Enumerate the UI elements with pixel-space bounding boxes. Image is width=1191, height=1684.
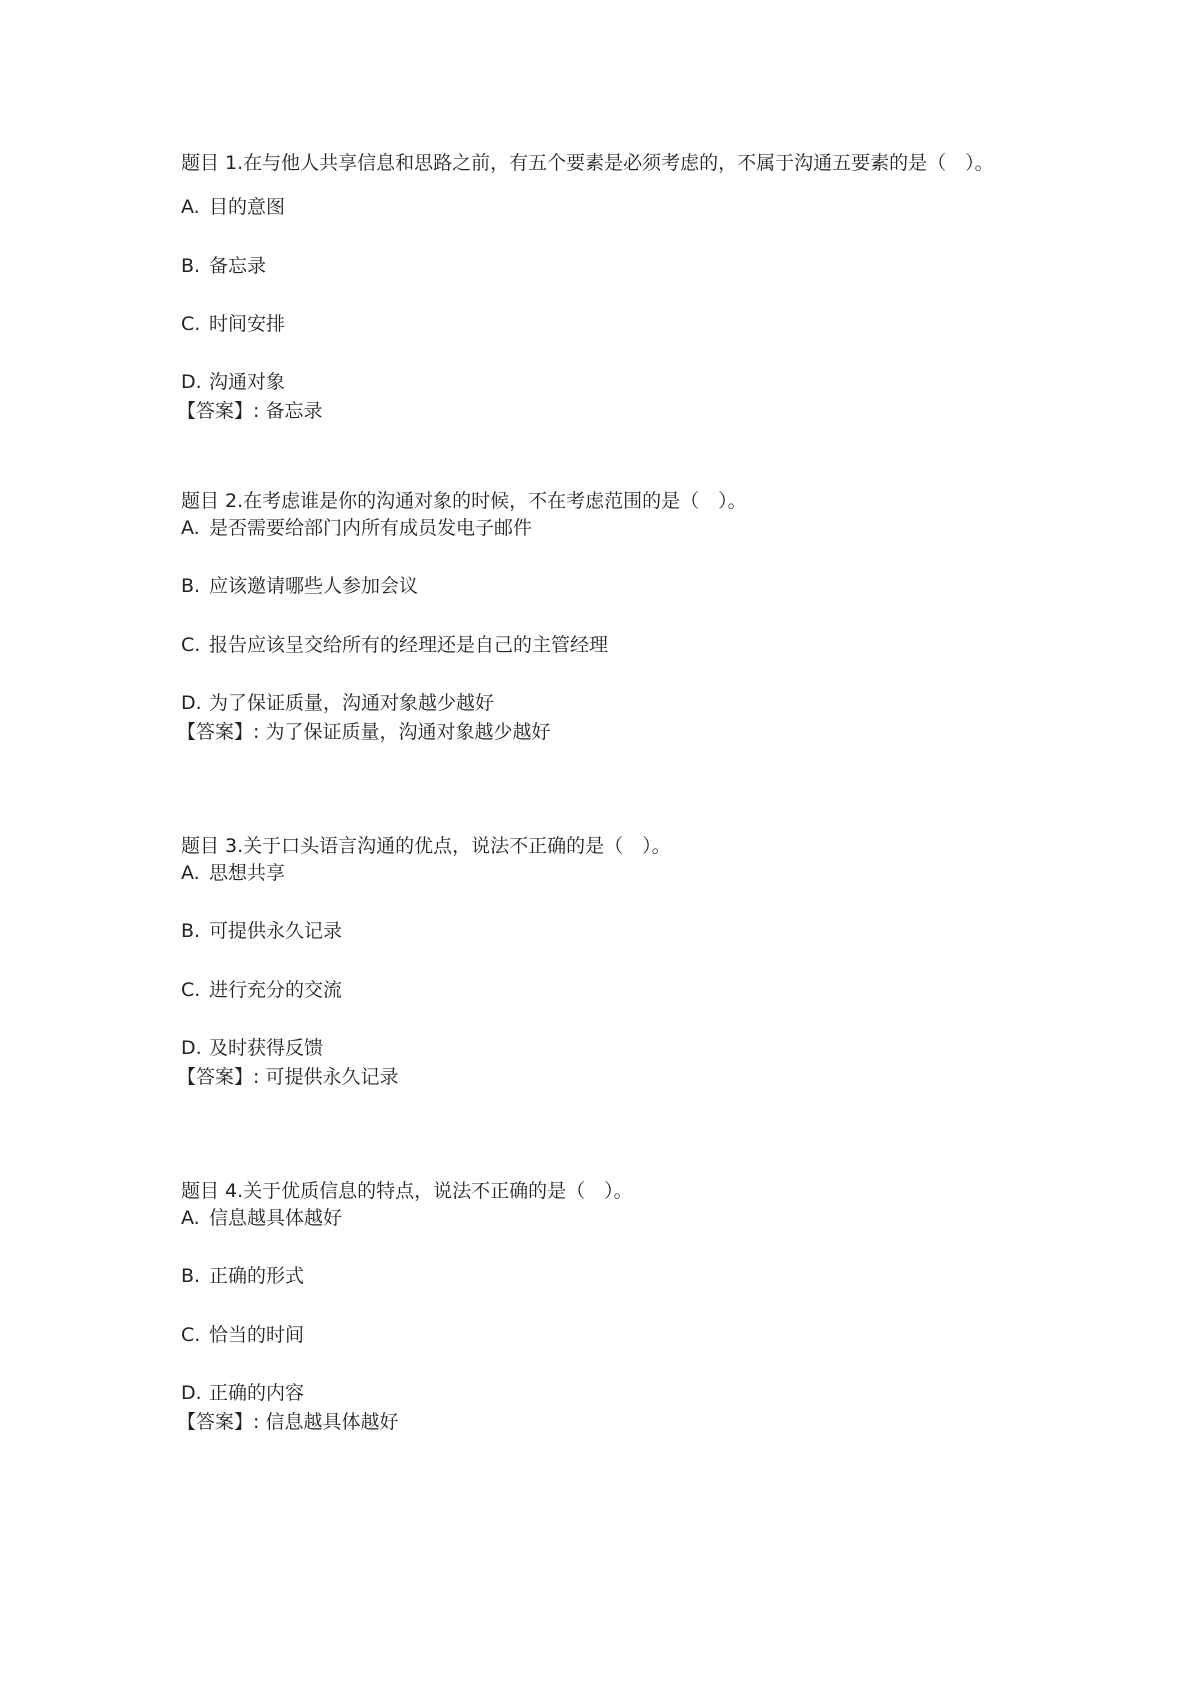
- question-4: [177, 1176, 1021, 1433]
- option-text: 应该邀请哪些人参加会议: [209, 575, 419, 597]
- option-c: [181, 632, 608, 658]
- option-letter: A.: [181, 517, 200, 539]
- option-text: 正确的形式: [209, 1265, 305, 1287]
- question-stem: 题目 4.关于优质信息的特点，说法不正确的是（ ）。: [181, 1180, 633, 1202]
- option-d: [181, 1380, 304, 1406]
- option-a: [181, 1205, 342, 1231]
- option-d: [181, 1035, 323, 1061]
- option-a: [181, 194, 285, 220]
- option-letter: B.: [181, 575, 201, 597]
- option-text: 时间安排: [209, 313, 286, 335]
- option-text: 进行充分的交流: [209, 979, 343, 1001]
- option-d: [181, 690, 494, 716]
- option-text: 及时获得反馈: [209, 1037, 324, 1059]
- option-text: 正确的内容: [209, 1382, 305, 1404]
- question-stem: 题目 3.关于口头语言沟通的优点，说法不正确的是（ ）。: [181, 835, 671, 857]
- option-letter: C.: [181, 313, 201, 335]
- question-stem: 题目 2.在考虑谁是你的沟通对象的时候，不在考虑范围的是（ ）。: [181, 490, 747, 512]
- option-b: [181, 253, 266, 279]
- answer-line: 【答案】: 信息越具体越好: [177, 1411, 399, 1433]
- option-text: 报告应该呈交给所有的经理还是自己的主管经理: [209, 634, 609, 656]
- option-c: [181, 1322, 304, 1348]
- option-c: [181, 311, 285, 337]
- question-3: [177, 831, 1021, 1088]
- option-text: 可提供永久记录: [209, 920, 343, 942]
- option-letter: A.: [181, 1207, 200, 1229]
- option-text: 备忘录: [209, 255, 267, 277]
- option-text: 为了保证质量，沟通对象越少越好: [209, 692, 495, 714]
- option-letter: C.: [181, 634, 201, 656]
- option-text: 恰当的时间: [209, 1324, 305, 1346]
- option-a: [181, 860, 285, 886]
- answer-line: 【答案】: 为了保证质量，沟通对象越少越好: [177, 721, 551, 743]
- question-2: [177, 486, 1021, 743]
- answer-line: 【答案】: 备忘录: [177, 400, 323, 422]
- option-text: 信息越具体越好: [209, 1207, 343, 1229]
- question-stem: 题目 1.在与他人共享信息和思路之前，有五个要素是必须考虑的，不属于沟通五要素的是（ ）。: [181, 152, 994, 174]
- option-d: [181, 369, 285, 395]
- option-letter: D.: [181, 692, 202, 714]
- answer-line: 【答案】: 可提供永久记录: [177, 1066, 399, 1088]
- option-letter: A.: [181, 862, 200, 884]
- option-c: [181, 977, 342, 1003]
- option-letter: D.: [181, 1382, 202, 1404]
- option-text: 思想共享: [209, 862, 286, 884]
- option-text: 是否需要给部门内所有成员发电子邮件: [209, 517, 533, 539]
- option-letter: D.: [181, 1037, 202, 1059]
- option-letter: C.: [181, 979, 201, 1001]
- option-text: 目的意图: [209, 196, 286, 218]
- option-letter: B.: [181, 920, 201, 942]
- option-letter: D.: [181, 371, 202, 393]
- option-a: [181, 515, 532, 541]
- option-text: 沟通对象: [209, 371, 286, 393]
- option-letter: C.: [181, 1324, 201, 1346]
- option-letter: B.: [181, 255, 201, 277]
- option-b: [181, 918, 342, 944]
- option-letter: B.: [181, 1265, 201, 1287]
- option-b: [181, 573, 418, 599]
- option-letter: A.: [181, 196, 200, 218]
- question-1: [177, 148, 1021, 422]
- option-b: [181, 1263, 304, 1289]
